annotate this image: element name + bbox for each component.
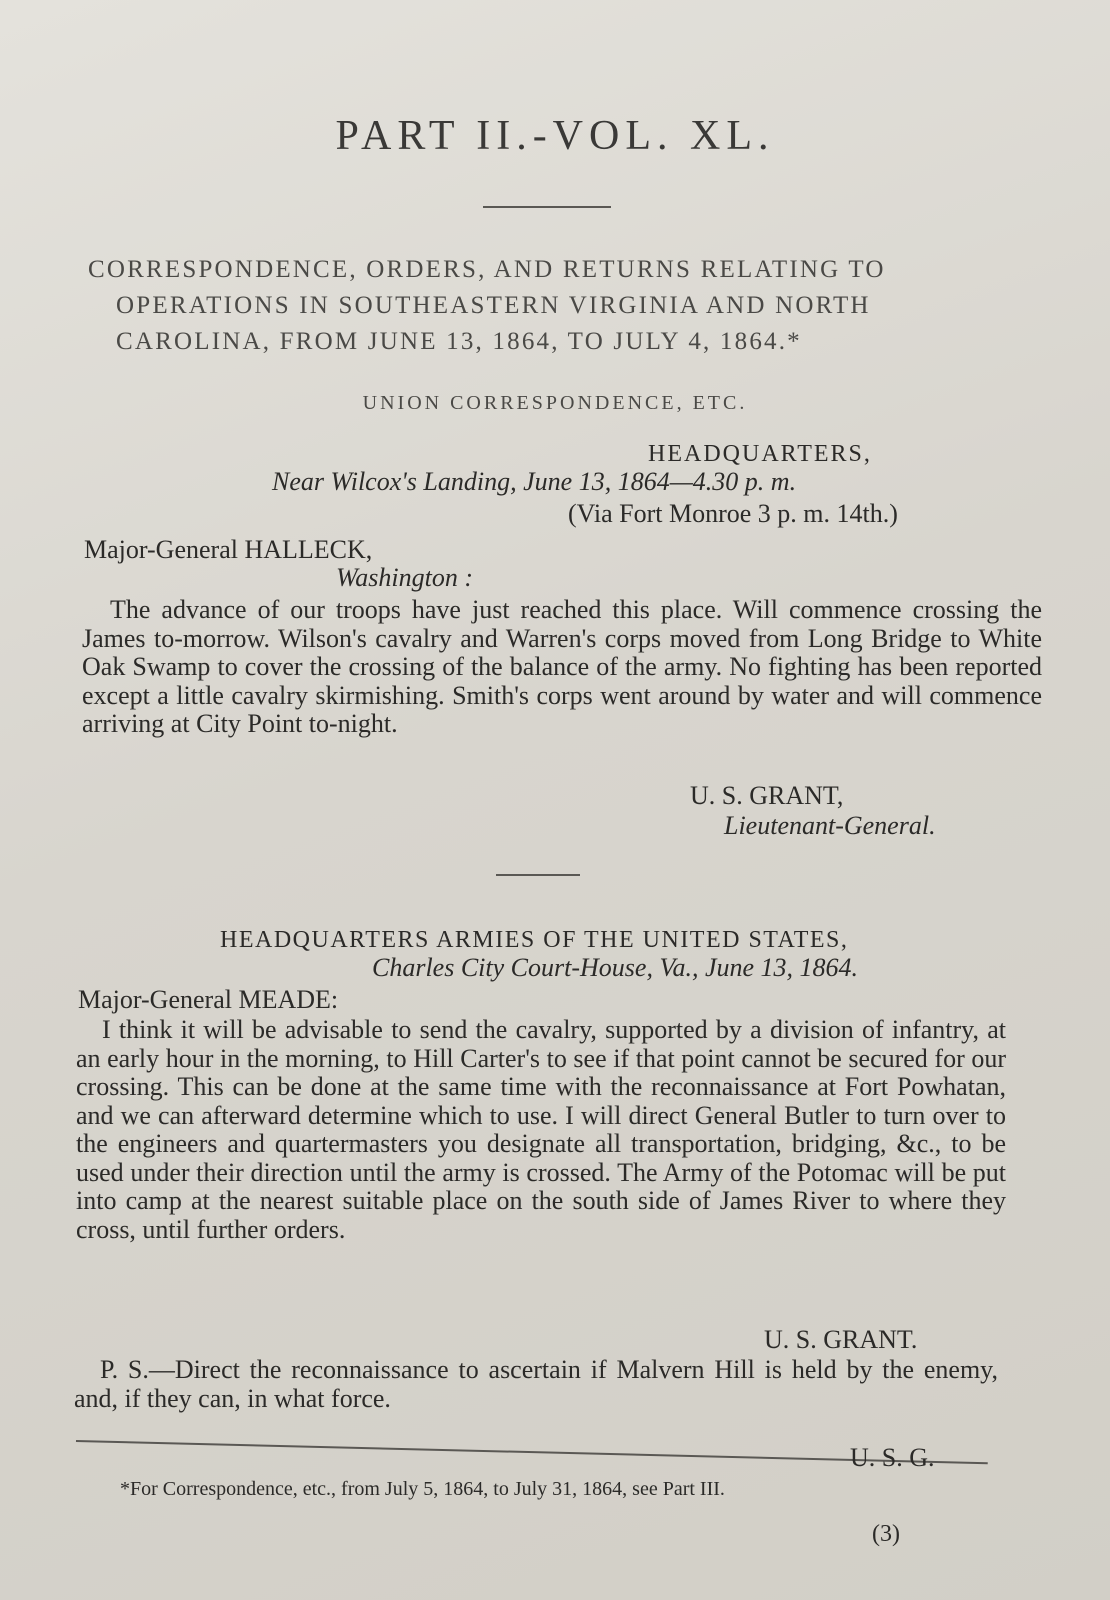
letter2-postscript: P. S.—Direct the reconnaissance to ascertain if Malvern Hill is held by the enemy, and, if they can, in what force.	[74, 1355, 998, 1413]
letter1-addressee: Major-General HALLECK,	[84, 535, 373, 564]
title-divider	[483, 206, 611, 208]
letter2-addressee: Major-General MEADE:	[78, 985, 339, 1014]
letter1-body: The advance of our troops have just reached this place. Will commence crossing the James to-morrow. Wilson's cavalry and Warren's corps moved from Long Bridge to White Oak Swamp to cover the crossing of the balance of the army. No fighting has been reported except a little cavalry skirmishing. Smith's corps went around by water and will commence arriving at City Point to-night.	[82, 595, 1042, 738]
letter2-place-date: Charles City Court-House, Va., June 13, 1864.	[372, 953, 859, 982]
heading-line-3: CAROLINA, FROM JUNE 13, 1864, TO JULY 4, 1864.*	[116, 328, 802, 355]
letter1-address-place: Washington :	[336, 563, 473, 592]
letter1-rank: Lieutenant-General.	[724, 811, 936, 840]
section-heading: UNION CORRESPONDENCE, ETC.	[362, 392, 748, 414]
letter2-ps-signature: U. S. G.	[850, 1443, 935, 1472]
letter1-via: (Via Fort Monroe 3 p. m. 14th.)	[568, 499, 898, 528]
part-title: PART II.-VOL. XL.	[335, 113, 775, 159]
letter-divider	[496, 874, 580, 876]
page-number: (3)	[872, 1521, 900, 1547]
letter2-body: I think it will be advisable to send the cavalry, supported by a division of infantry, at an early hour in the morning, to Hill Carter's to see if that point cannot be secured for our crossing. This can be done at the same time with the reconnaissance at Fort Powhatan, and we can afterward determine which to use. I will direct General Butler to turn over to the engineers and quartermasters you designate all transportation, bridging, &c., to be used under their direction until the army is crossed. The Army of the Potomac will be put into camp at the nearest suitable place on the south side of James River to where they cross, until further orders.	[76, 1015, 1006, 1244]
heading-line-2: OPERATIONS IN SOUTHEASTERN VIRGINIA AND NORTH	[116, 292, 871, 319]
heading-line-1: CORRESPONDENCE, ORDERS, AND RETURNS RELATING TO	[88, 256, 886, 283]
letter2-header: HEADQUARTERS ARMIES OF THE UNITED STATES,	[220, 927, 849, 953]
letter2-signature: U. S. GRANT.	[764, 1325, 918, 1354]
letter1-place-date: Near Wilcox's Landing, June 13, 1864—4.30 p. m.	[272, 467, 797, 496]
letter1-header: HEADQUARTERS,	[648, 441, 872, 467]
letter1-signature: U. S. GRANT,	[690, 781, 844, 810]
footnote: *For Correspondence, etc., from July 5, 1864, to July 31, 1864, see Part III.	[120, 1478, 725, 1500]
